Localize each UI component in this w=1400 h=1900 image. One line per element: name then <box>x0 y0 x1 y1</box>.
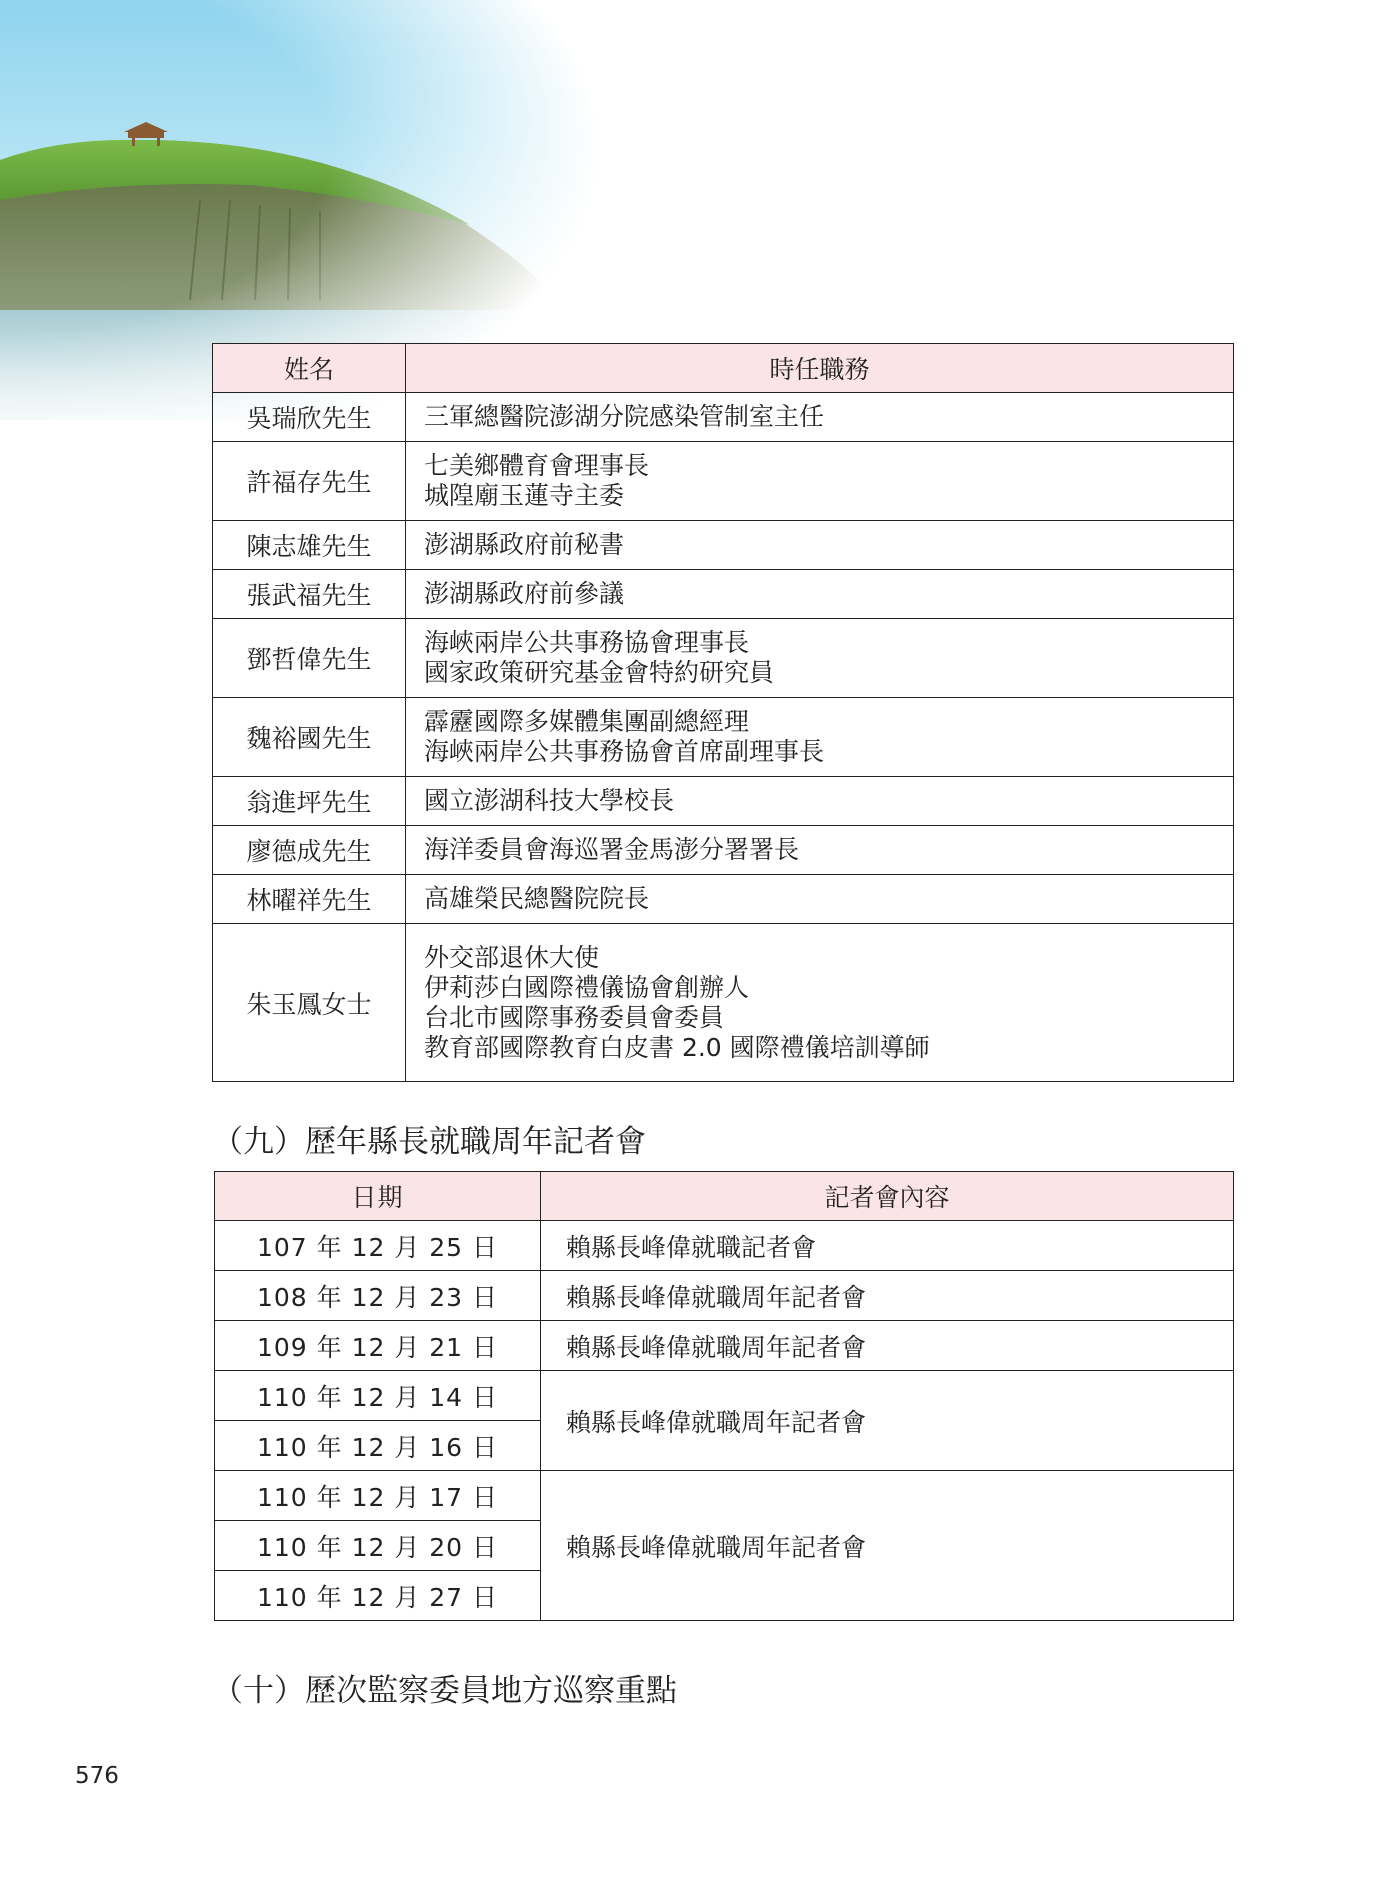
table-row <box>215 1221 1234 1271</box>
press-conference-table <box>214 1171 1234 1621</box>
official-name: 吳瑞欣先生 <box>213 393 406 442</box>
conference-content: 賴縣長峰偉就職記者會 <box>541 1221 1234 1271</box>
table-row <box>213 698 1234 777</box>
conference-date: 107 年 12 月 25 日 <box>215 1221 541 1271</box>
conference-content: 賴縣長峰偉就職周年記者會 <box>541 1471 1234 1621</box>
table-header-row <box>213 344 1234 393</box>
official-name: 林曜祥先生 <box>213 875 406 924</box>
conference-content: 賴縣長峰偉就職周年記者會 <box>541 1371 1234 1471</box>
official-position: 澎湖縣政府前秘書 <box>406 521 1234 570</box>
conference-date: 110 年 12 月 16 日 <box>215 1421 541 1471</box>
official-position: 三軍總醫院澎湖分院感染管制室主任 <box>406 393 1234 442</box>
header-content: 記者會內容 <box>541 1172 1234 1221</box>
official-name: 張武福先生 <box>213 570 406 619</box>
table-row <box>213 777 1234 826</box>
conference-date: 108 年 12 月 23 日 <box>215 1271 541 1321</box>
table-row <box>213 393 1234 442</box>
table-row <box>213 570 1234 619</box>
table-row <box>215 1471 1234 1521</box>
officials-table <box>212 343 1234 1082</box>
conference-content: 賴縣長峰偉就職周年記者會 <box>541 1271 1234 1321</box>
official-position: 七美鄉體育會理事長 城隍廟玉蓮寺主委 <box>406 442 1234 521</box>
table-row <box>213 619 1234 698</box>
table-row <box>213 924 1234 1082</box>
official-name: 朱玉鳳女士 <box>213 924 406 1082</box>
conference-date: 110 年 12 月 20 日 <box>215 1521 541 1571</box>
official-name: 陳志雄先生 <box>213 521 406 570</box>
table-row <box>213 521 1234 570</box>
official-position: 高雄榮民總醫院院長 <box>406 875 1234 924</box>
official-name: 許福存先生 <box>213 442 406 521</box>
header-date: 日期 <box>215 1172 541 1221</box>
official-position: 外交部退休大使 伊莉莎白國際禮儀協會創辦人 台北市國際事務委員會委員 教育部國際教育白皮書 2.0 國際禮儀培訓導師 <box>406 924 1234 1082</box>
table-row <box>215 1371 1234 1421</box>
page-number: 576 <box>75 1763 119 1789</box>
section-heading: （十）歷次監察委員地方巡察重點 <box>212 1673 677 1709</box>
official-position: 霹靂國際多媒體集團副總經理 海峽兩岸公共事務協會首席副理事長 <box>406 698 1234 777</box>
official-name: 翁進坪先生 <box>213 777 406 826</box>
official-name: 廖德成先生 <box>213 826 406 875</box>
official-position: 澎湖縣政府前參議 <box>406 570 1234 619</box>
official-position: 海峽兩岸公共事務協會理事長 國家政策研究基金會特約研究員 <box>406 619 1234 698</box>
header-position: 時任職務 <box>406 344 1234 393</box>
official-position: 海洋委員會海巡署金馬澎分署署長 <box>406 826 1234 875</box>
table-row <box>215 1321 1234 1371</box>
table-row <box>213 875 1234 924</box>
table-header-row <box>215 1172 1234 1221</box>
conference-content: 賴縣長峰偉就職周年記者會 <box>541 1321 1234 1371</box>
conference-date: 109 年 12 月 21 日 <box>215 1321 541 1371</box>
conference-date: 110 年 12 月 17 日 <box>215 1471 541 1521</box>
section-heading: （九）歷年縣長就職周年記者會 <box>212 1124 646 1160</box>
table-row <box>213 826 1234 875</box>
official-position: 國立澎湖科技大學校長 <box>406 777 1234 826</box>
official-name: 魏裕國先生 <box>213 698 406 777</box>
conference-date: 110 年 12 月 14 日 <box>215 1371 541 1421</box>
official-name: 鄧哲偉先生 <box>213 619 406 698</box>
conference-date: 110 年 12 月 27 日 <box>215 1571 541 1621</box>
table-row <box>215 1271 1234 1321</box>
header-name: 姓名 <box>213 344 406 393</box>
table-row <box>213 442 1234 521</box>
